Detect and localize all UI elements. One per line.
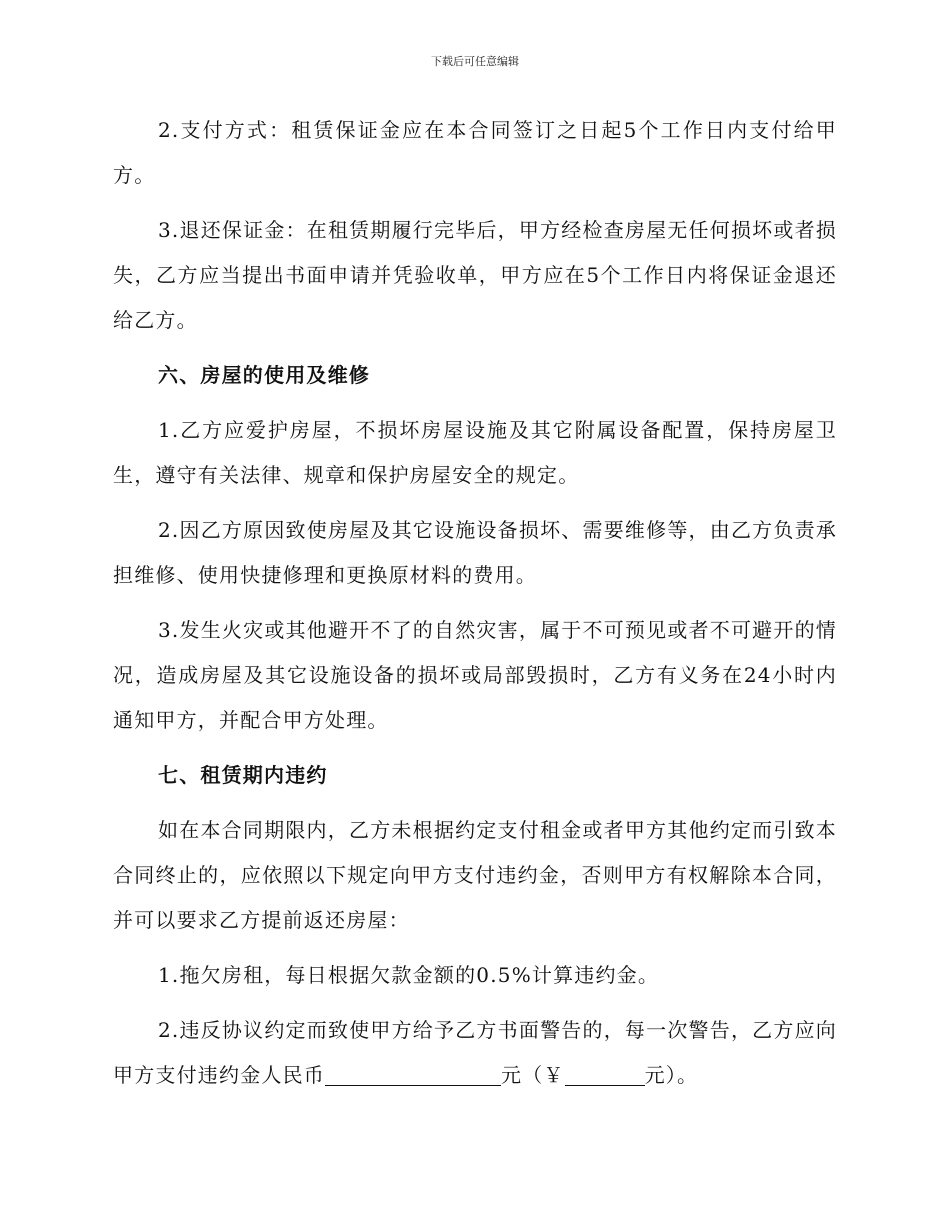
paragraph-7-intro: 如在本合同期限内，乙方未根据约定支付租金或者甲方其他约定而引致本合同终止的，应依照以下规定向甲方支付违约金，否则甲方有权解除本合同，并可以要求乙方提前返还房屋： xyxy=(113,818,837,932)
paragraph-6-1: 1.乙方应爱护房屋，不损坏房屋设施及其它附属设备配置，保持房屋卫生，遵守有关法律、规章和保护房屋安全的规定。 xyxy=(113,418,837,487)
page-header: 下载后可任意编辑 xyxy=(431,55,519,68)
section-heading-breach: 七、租赁期内违约 xyxy=(158,763,328,787)
amount-blank-field xyxy=(325,1061,501,1086)
paragraph-payment-method: 2.支付方式：租赁保证金应在本合同签订之日起5个工作日内支付给甲方。 xyxy=(113,118,837,187)
section-heading-use-and-maintenance: 六、房屋的使用及维修 xyxy=(158,363,370,387)
paragraph-deposit-refund: 3.退还保证金：在租赁期履行完毕后，甲方经检查房屋无任何损坏或者损失，乙方应当提出书面申请并凭验收单，甲方应在5个工作日内将保证金退还给乙方。 xyxy=(113,218,837,332)
closing-text: 元）。 xyxy=(644,1063,699,1087)
currency-text: 元（￥ xyxy=(501,1063,565,1087)
amount-yuan-blank-field xyxy=(565,1061,645,1086)
paragraph-6-3: 3.发生火灾或其他避开不了的自然灾害，属于不可预见或者不可避开的情况，造成房屋及其它设施设备的损坏或局部毁损时，乙方有义务在24小时内通知甲方，并配合甲方处理。 xyxy=(113,618,837,732)
paragraph-7-1: 1.拖欠房租，每日根据欠款金额的0.5%计算违约金。 xyxy=(158,963,660,987)
paragraph-6-2: 2.因乙方原因致使房屋及其它设施设备损坏、需要维修等，由乙方负责承担维修、使用快捷修理和更换原材料的费用。 xyxy=(113,518,837,587)
contract-body xyxy=(113,108,837,1108)
paragraph-7-2-text: 2.违反协议约定而致使甲方给予乙方书面警告的，每一次警告，乙方应向甲方支付违约金人民币 xyxy=(113,1018,837,1087)
paragraph-7-2 xyxy=(113,1008,837,1098)
